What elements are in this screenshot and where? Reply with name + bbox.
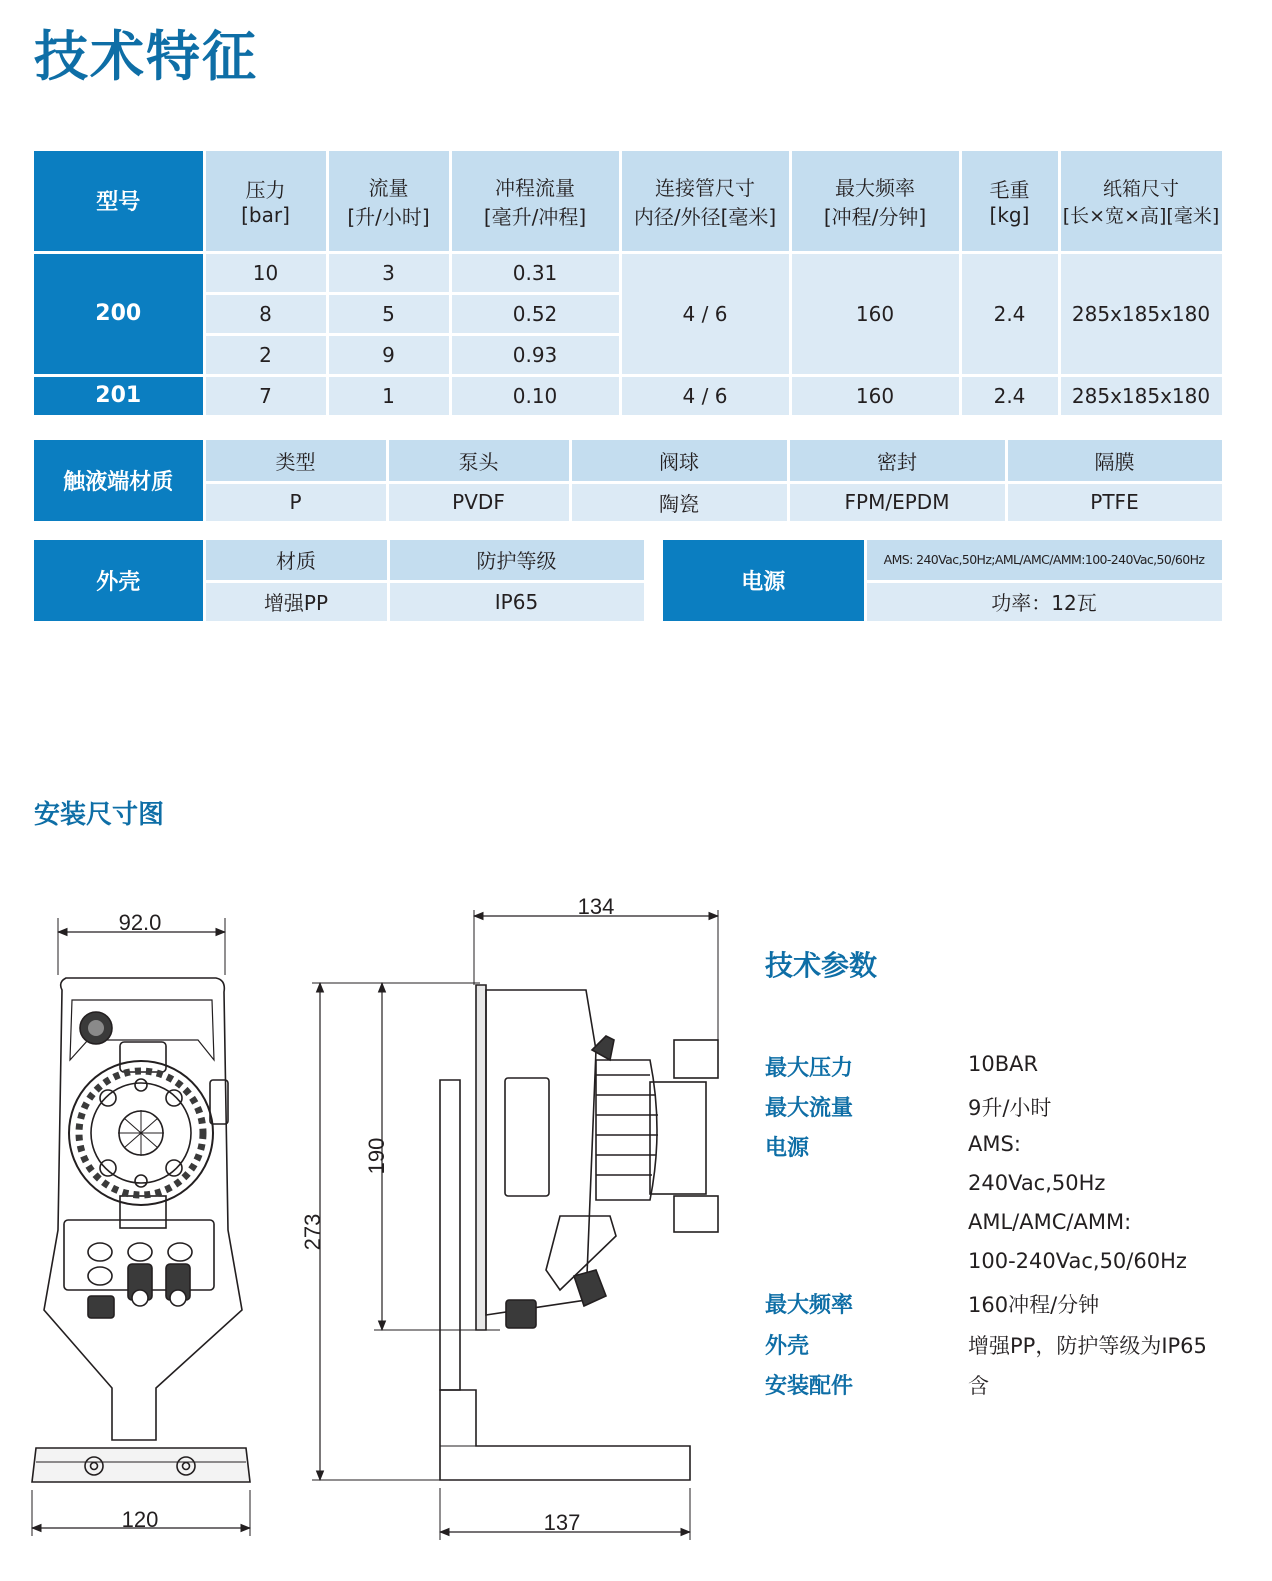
box-cell: 285x185x180: [1059, 252, 1223, 375]
header-pressure: 压力 [bar]: [204, 151, 327, 252]
power-wattage: 功率：12瓦: [865, 581, 1223, 622]
housing-table: [34, 540, 647, 624]
param-value-max-pressure: 10BAR: [968, 1052, 1039, 1076]
stroke-cell: 0.93: [450, 334, 620, 375]
power-table: [663, 540, 1225, 624]
install-section-title: 安装尺寸图: [34, 800, 165, 830]
header-model: 型号: [34, 151, 204, 252]
param-value-max-frequency: 160冲程/分钟: [968, 1293, 1100, 1317]
dim-side-bottom: 137: [543, 1510, 581, 1535]
dim-side-height-total: 273: [300, 1213, 325, 1251]
dim-side-top: 134: [577, 894, 615, 919]
header-stroke-volume: 冲程流量 [毫升/冲程]: [450, 151, 620, 252]
pressure-cell: 7: [204, 375, 327, 416]
params-title: 技术参数: [765, 949, 878, 982]
page-title: 技术特征: [34, 25, 258, 88]
model-cell: 201: [34, 375, 204, 416]
header-pipe-size: 连接管尺寸 内径/外径[毫米]: [620, 151, 790, 252]
power-label: 电源: [663, 540, 865, 622]
weight-cell: 2.4: [960, 252, 1059, 375]
stroke-cell: 0.31: [450, 252, 620, 293]
table-row: [34, 252, 1223, 293]
header-flow: 流量 [升/小时]: [327, 151, 450, 252]
param-label-max-pressure: 最大压力: [765, 1056, 854, 1081]
materials-value: FPM/EPDM: [788, 482, 1006, 522]
box-cell: 285x185x180: [1059, 375, 1223, 416]
flow-cell: 9: [327, 334, 450, 375]
param-label-housing: 外壳: [765, 1334, 810, 1359]
header-box-size: 纸箱尺寸 [长×宽×高][毫米]: [1059, 151, 1223, 252]
materials-header: 阀球: [570, 440, 788, 482]
dim-side-height-inner: 190: [364, 1137, 389, 1175]
param-value-power: AMS:: [968, 1132, 1021, 1156]
materials-header: 隔膜: [1006, 440, 1223, 482]
materials-header: 类型: [204, 440, 387, 482]
param-label-max-frequency: 最大频率: [765, 1293, 854, 1318]
model-cell: 200: [34, 252, 204, 375]
materials-header: 泵头: [387, 440, 570, 482]
param-value-max-flow: 9升/小时: [968, 1096, 1052, 1120]
front-view: [32, 918, 250, 1536]
param-label-accessories: 安装配件: [765, 1374, 854, 1399]
stroke-cell: 0.52: [450, 293, 620, 334]
weight-cell: 2.4: [960, 375, 1059, 416]
param-value-housing: 增强PP，防护等级为IP65: [968, 1334, 1207, 1358]
pressure-cell: 8: [204, 293, 327, 334]
materials-header: 密封: [788, 440, 1006, 482]
header-max-frequency: 最大频率 [冲程/分钟]: [790, 151, 960, 252]
freq-cell: 160: [790, 375, 960, 416]
flow-cell: 5: [327, 293, 450, 334]
housing-label: 外壳: [34, 540, 204, 622]
materials-value: P: [204, 482, 387, 522]
flow-cell: 3: [327, 252, 450, 293]
housing-header: 防护等级: [388, 540, 645, 581]
flow-cell: 1: [327, 375, 450, 416]
stroke-cell: 0.10: [450, 375, 620, 416]
power-spec: AMS: 240Vac,50Hz;AML/AMC/AMM:100-240Vac,50/60Hz: [865, 540, 1223, 581]
param-value-power: AML/AMC/AMM:: [968, 1210, 1132, 1234]
materials-label: 触液端材质: [34, 440, 204, 522]
pipe-cell: 4 / 6: [620, 375, 790, 416]
materials-value: 陶瓷: [570, 482, 788, 522]
param-label-power: 电源: [765, 1136, 810, 1161]
materials-value: PTFE: [1006, 482, 1223, 522]
param-value-accessories: 含: [968, 1374, 989, 1398]
housing-value: 增强PP: [204, 581, 388, 622]
pipe-cell: 4 / 6: [620, 252, 790, 375]
housing-header: 材质: [204, 540, 388, 581]
side-view: [312, 910, 718, 1540]
header-gross-weight: 毛重 [kg]: [960, 151, 1059, 252]
dim-front-bottom: 120: [121, 1507, 159, 1532]
spec-header-row: [34, 151, 1223, 252]
dim-front-top: 92.0: [118, 910, 162, 935]
table-row: [34, 375, 1223, 416]
materials-table: [34, 440, 1225, 524]
pressure-cell: 2: [204, 334, 327, 375]
installation-drawing: [20, 880, 740, 1570]
pressure-cell: 10: [204, 252, 327, 293]
param-label-max-flow: 最大流量: [765, 1096, 854, 1121]
freq-cell: 160: [790, 252, 960, 375]
param-value-power: 240Vac,50Hz: [968, 1171, 1106, 1195]
housing-value: IP65: [388, 581, 645, 622]
spec-table: [34, 151, 1225, 418]
materials-value: PVDF: [387, 482, 570, 522]
param-value-power: 100-240Vac,50/60Hz: [968, 1249, 1187, 1273]
